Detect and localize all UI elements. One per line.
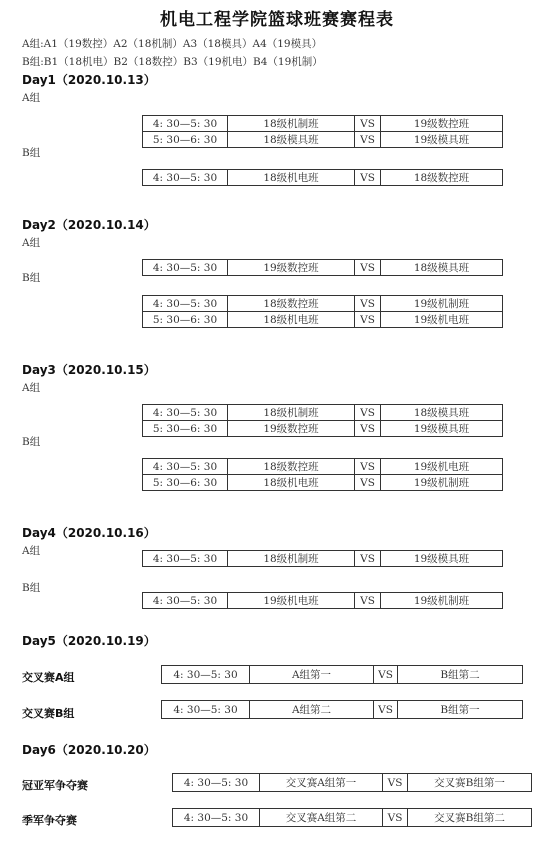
match-vs: VS: [355, 132, 381, 147]
day3-heading: Day3（2020.10.15）: [22, 363, 156, 377]
match-vs: VS: [374, 666, 398, 683]
match-vs: VS: [374, 701, 398, 718]
day5-cross-b-label: 交叉赛B组: [22, 707, 75, 720]
match-away-team: B组第一: [440, 704, 480, 716]
match-home-team: 18级机制班: [228, 551, 355, 566]
match-away-team: 19级模具班: [413, 423, 470, 435]
match-time: 4: 30—5: 30: [143, 459, 228, 474]
match-vs: VS: [355, 170, 381, 185]
match-row: [142, 475, 503, 491]
match-vs: VS: [355, 116, 381, 131]
match-row: [142, 259, 503, 276]
match-away-team: 19级机制班: [413, 477, 470, 489]
match-home-team: 18级机电班: [228, 170, 355, 185]
match-vs: VS: [355, 421, 381, 436]
match-time: 4: 30—5: 30: [143, 116, 228, 131]
match-away-team: 交叉赛B组第二: [434, 812, 505, 824]
day2-group-a-label: A组: [22, 237, 41, 249]
match-time: 4: 30—5: 30: [143, 296, 228, 311]
match-time: 4: 30—5: 30: [162, 701, 250, 718]
match-home-team: 18级数控班: [228, 296, 355, 311]
match-home-team: 交叉赛A组第一: [260, 774, 383, 791]
match-row: [161, 700, 523, 719]
match-home-team: 18级机电班: [228, 312, 355, 327]
match-home-team: 18级机制班: [228, 116, 355, 131]
day3-group-a-label: A组: [22, 382, 41, 394]
day1-heading: Day1（2020.10.13）: [22, 73, 156, 87]
match-vs: VS: [355, 551, 381, 566]
group-a-roster: A组:A1（19数控）A2（18机制）A3（18模具）A4（19模具）: [22, 38, 323, 50]
match-vs: VS: [355, 260, 381, 275]
day6-final-label: 冠亚军争夺赛: [22, 779, 88, 792]
match-home-team: 18级模具班: [228, 132, 355, 147]
match-away-team: 19级机电班: [413, 461, 470, 473]
match-away-team: 18级模具班: [413, 407, 470, 419]
match-row: [172, 808, 532, 827]
match-row: [142, 458, 503, 475]
match-away-team: 19级模具班: [413, 553, 470, 565]
match-home-team: 18级机制班: [228, 405, 355, 420]
day4-group-b-label: B组: [22, 582, 41, 594]
match-time: 5: 30—6: 30: [143, 421, 228, 436]
match-vs: VS: [383, 774, 408, 791]
match-row: [172, 773, 532, 792]
match-vs: VS: [355, 296, 381, 311]
day1-group-a-label: A组: [22, 92, 41, 104]
match-time: 4: 30—5: 30: [173, 809, 260, 826]
match-time: 4: 30—5: 30: [162, 666, 250, 683]
match-away-team: 18级数控班: [413, 172, 470, 184]
match-away-team: B组第二: [440, 669, 480, 681]
day2-heading: Day2（2020.10.14）: [22, 218, 156, 232]
day4-group-a-label: A组: [22, 545, 41, 557]
match-home-team: 19级数控班: [228, 260, 355, 275]
match-home-team: A组第一: [250, 666, 374, 683]
match-time: 4: 30—5: 30: [143, 593, 228, 608]
match-away-team: 19级机制班: [413, 298, 470, 310]
match-time: 4: 30—5: 30: [143, 551, 228, 566]
match-home-team: 交叉赛A组第二: [260, 809, 383, 826]
match-home-team: A组第二: [250, 701, 374, 718]
match-vs: VS: [355, 593, 381, 608]
match-away-team: 19级模具班: [413, 134, 470, 146]
match-vs: VS: [355, 312, 381, 327]
match-away-team: 18级模具班: [413, 262, 470, 274]
match-time: 4: 30—5: 30: [143, 260, 228, 275]
match-vs: VS: [355, 475, 381, 490]
day6-heading: Day6（2020.10.20）: [22, 743, 156, 757]
match-home-team: 18级数控班: [228, 459, 355, 474]
match-row: [142, 132, 503, 148]
match-row: [142, 295, 503, 312]
match-row: [142, 115, 503, 132]
match-vs: VS: [355, 405, 381, 420]
match-row: [142, 404, 503, 421]
day1-group-b-label: B组: [22, 147, 41, 159]
match-away-team: 交叉赛B组第一: [434, 777, 505, 789]
match-time: 4: 30—5: 30: [173, 774, 260, 791]
match-row: [161, 665, 523, 684]
match-time: 4: 30—5: 30: [143, 170, 228, 185]
group-b-roster: B组:B1（18机电）B2（18数控）B3（19机电）B4（19机制）: [22, 56, 323, 68]
match-away-team: 19级机制班: [413, 595, 470, 607]
match-home-team: 18级机电班: [228, 475, 355, 490]
page-title: 机电工程学院篮球班赛赛程表: [160, 10, 394, 30]
day3-group-b-label: B组: [22, 436, 41, 448]
match-row: [142, 592, 503, 609]
match-away-team: 19级数控班: [413, 118, 470, 130]
match-home-team: 19级机电班: [228, 593, 355, 608]
match-vs: VS: [383, 809, 408, 826]
match-time: 5: 30—6: 30: [143, 312, 228, 327]
match-time: 4: 30—5: 30: [143, 405, 228, 420]
match-time: 5: 30—6: 30: [143, 475, 228, 490]
match-row: [142, 550, 503, 567]
match-home-team: 19级数控班: [228, 421, 355, 436]
match-row: [142, 312, 503, 328]
match-row: [142, 421, 503, 437]
day6-third-place-label: 季军争夺赛: [22, 814, 77, 827]
match-vs: VS: [355, 459, 381, 474]
day5-cross-a-label: 交叉赛A组: [22, 671, 75, 684]
match-away-team: 19级机电班: [413, 314, 470, 326]
day5-heading: Day5（2020.10.19）: [22, 634, 156, 648]
day4-heading: Day4（2020.10.16）: [22, 526, 156, 540]
match-time: 5: 30—6: 30: [143, 132, 228, 147]
day2-group-b-label: B组: [22, 272, 41, 284]
match-row: [142, 169, 503, 186]
